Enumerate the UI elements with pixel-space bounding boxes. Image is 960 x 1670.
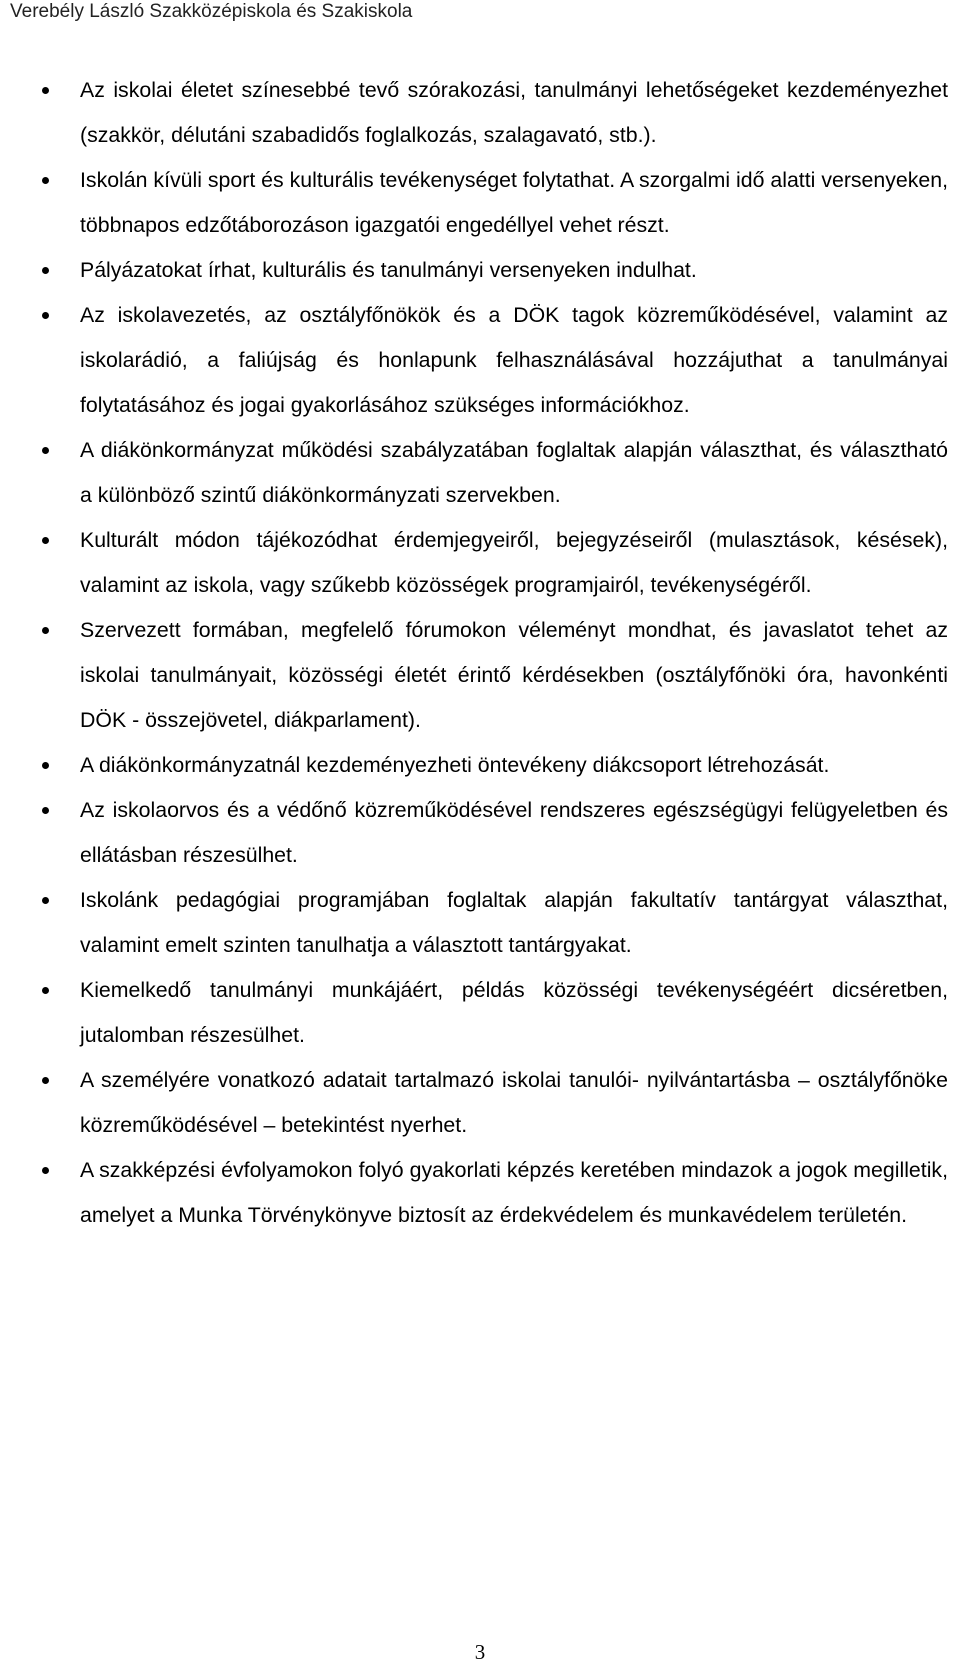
bullet-icon <box>42 312 49 319</box>
list-item <box>0 248 960 293</box>
page-number: 3 <box>474 1640 486 1664</box>
list-item <box>0 788 960 878</box>
list-item-text: Az iskolaorvos és a védőnő közreműködésével rendszeres egészségügyi felügyeletben és ellátásban részesülhet. <box>80 798 948 867</box>
list-item <box>0 428 960 518</box>
list-item-text: Kulturált módon tájékozódhat érdemjegyeiről, bejegyzéseiről (mulasztások, késések), valamint az iskola, vagy szűkebb közösségek programjairól, tevékenységéről. <box>80 528 948 597</box>
running-header: Verebély László Szakközépiskola és Szakiskola <box>10 1 413 22</box>
list-item <box>0 743 960 788</box>
list-item <box>0 968 960 1058</box>
list-item <box>0 158 960 248</box>
list-item-text: Iskolánk pedagógiai programjában foglaltak alapján fakultatív tantárgyat választhat, valamint emelt szinten tanulhatja a választott tantárgyakat. <box>80 888 948 957</box>
bullet-icon <box>42 267 49 274</box>
bullet-icon <box>42 762 49 769</box>
list-item <box>0 1148 960 1238</box>
list-item-text: A szakképzési évfolyamokon folyó gyakorlati képzés keretében mindazok a jogok megilletik, amelyet a Munka Törvénykönyve biztosít az érdekvédelem és munkavédelem területén. <box>80 1158 948 1227</box>
list-item <box>0 1058 960 1148</box>
bullet-icon <box>42 1077 49 1084</box>
list-item-text: Pályázatokat írhat, kulturális és tanulmányi versenyeken indulhat. <box>80 258 697 282</box>
list-item-text: Az iskolavezetés, az osztályfőnökök és a DÖK tagok közreműködésével, valamint az iskolarádió, a faliújság és honlapunk felhasználásával hozzájuthat a tanulmányai folytatásához és jogai gyakorlásához szükséges információkhoz. <box>80 303 948 417</box>
bullet-icon <box>42 177 49 184</box>
bullet-icon <box>42 627 49 634</box>
list-item <box>0 878 960 968</box>
list-item-text: A diákönkormányzatnál kezdeményezheti öntevékeny diákcsoport létrehozását. <box>80 753 830 777</box>
list-item-text: A diákönkormányzat működési szabályzatában foglaltak alapján választhat, és választható a különböző szintű diákönkormányzati szervekben. <box>80 438 948 507</box>
bullet-icon <box>42 87 49 94</box>
list-item <box>0 293 960 428</box>
student-rights-list <box>0 68 960 1238</box>
bullet-icon <box>42 897 49 904</box>
list-item <box>0 518 960 608</box>
list-item-text: A személyére vonatkozó adatait tartalmazó iskolai tanulói- nyilvántartásba – osztályfőnöke közreműködésével – betekintést nyerhet. <box>80 1068 948 1137</box>
list-item <box>0 68 960 158</box>
bullet-icon <box>42 537 49 544</box>
bullet-icon <box>42 807 49 814</box>
list-item-text: Az iskolai életet színesebbé tevő szórakozási, tanulmányi lehetőségeket kezdeményezhet (szakkör, délutáni szabadidős foglalkozás, szalagavató, stb.). <box>80 78 948 147</box>
bullet-icon <box>42 1167 49 1174</box>
list-item-text: Iskolán kívüli sport és kulturális tevékenységet folytathat. A szorgalmi idő alatti versenyeken, többnapos edzőtáborozáson igazgatói engedéllyel vehet részt. <box>80 168 948 237</box>
bullet-icon <box>42 447 49 454</box>
list-item-text: Szervezett formában, megfelelő fórumokon véleményt mondhat, és javaslatot tehet az iskolai tanulmányait, közösségi életét érintő kérdésekben (osztályfőnöki óra, havonkénti DÖK - összejövetel, diákparlament). <box>80 618 948 732</box>
list-item <box>0 608 960 743</box>
list-item-text: Kiemelkedő tanulmányi munkájáért, példás közösségi tevékenységéért dicséretben, jutalomban részesülhet. <box>80 978 948 1047</box>
bullet-icon <box>42 987 49 994</box>
